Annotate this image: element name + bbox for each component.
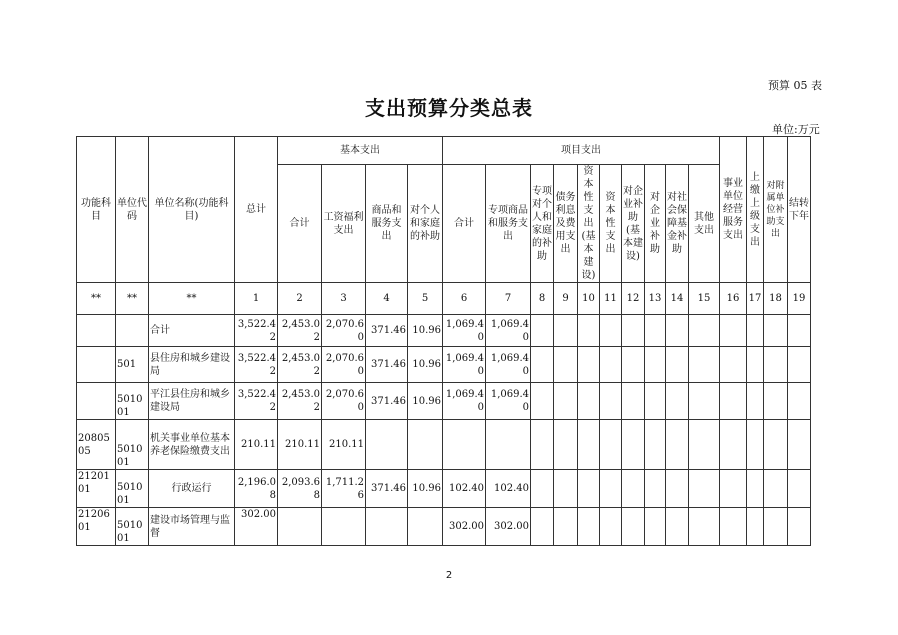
cell-total: 302.00 <box>235 508 278 546</box>
empty-cell <box>531 383 554 420</box>
empty-cell <box>554 508 578 546</box>
index-cell: 6 <box>443 283 486 315</box>
cell-proj-total: 102.40 <box>443 470 486 508</box>
cell-proj-goods: 1,069.40 <box>486 347 531 383</box>
index-cell: 15 <box>689 283 720 315</box>
table-row <box>77 470 811 508</box>
empty-cell <box>764 470 788 508</box>
cell-proj-total: 1,069.40 <box>443 347 486 383</box>
index-cell: 7 <box>486 283 531 315</box>
empty-cell <box>554 420 578 470</box>
cell-basic-salary <box>322 508 366 546</box>
cell-proj-goods <box>486 420 531 470</box>
empty-cell <box>720 420 747 470</box>
empty-cell <box>788 383 811 420</box>
empty-cell <box>689 315 720 347</box>
header-unit-code: 单位代码 <box>116 137 149 283</box>
empty-cell <box>747 470 764 508</box>
header-basic-total: 合计 <box>278 165 322 283</box>
cell-func-code <box>77 383 116 420</box>
empty-cell <box>554 347 578 383</box>
cell-basic-total: 2,453.02 <box>278 383 322 420</box>
header-proj-debt: 债务利息及费用支出 <box>554 165 578 283</box>
cell-func-code: 2120601 <box>77 508 116 546</box>
empty-cell <box>554 383 578 420</box>
empty-cell <box>747 420 764 470</box>
index-cell: 8 <box>531 283 554 315</box>
empty-cell <box>788 420 811 470</box>
empty-cell <box>689 470 720 508</box>
empty-cell <box>788 508 811 546</box>
empty-cell <box>645 315 666 347</box>
budget-table <box>76 136 811 546</box>
empty-cell <box>622 420 645 470</box>
cell-unit-code: 501001 <box>116 470 149 508</box>
header-project: 项目支出 <box>443 137 720 165</box>
header-unit-name: 单位名称(功能科目) <box>149 137 235 283</box>
index-cell: 3 <box>322 283 366 315</box>
index-cell: 11 <box>600 283 622 315</box>
index-row <box>77 283 811 315</box>
form-code: 预算 05 表 <box>768 79 822 92</box>
cell-basic-subsidy <box>408 420 443 470</box>
unit-label: 单位:万元 <box>772 123 820 136</box>
cell-basic-salary: 2,070.60 <box>322 315 366 347</box>
header-proj-capital: 资本性支出 <box>600 165 622 283</box>
empty-cell <box>788 470 811 508</box>
header-basic-subsidy: 对个人和家庭的补助 <box>408 165 443 283</box>
empty-cell <box>600 383 622 420</box>
empty-cell <box>747 315 764 347</box>
empty-cell <box>645 383 666 420</box>
cell-func-code <box>77 347 116 383</box>
cell-proj-total <box>443 420 486 470</box>
empty-cell <box>645 347 666 383</box>
empty-cell <box>689 383 720 420</box>
empty-cell <box>666 315 689 347</box>
page-number: 2 <box>445 570 453 581</box>
header-proj-other: 其他支出 <box>689 165 720 283</box>
empty-cell <box>578 420 600 470</box>
index-cell: 13 <box>645 283 666 315</box>
empty-cell <box>764 347 788 383</box>
empty-cell <box>622 470 645 508</box>
empty-cell <box>622 383 645 420</box>
index-cell: ** <box>149 283 235 315</box>
header-biz-service: 事业单位经营服务支出 <box>720 137 747 283</box>
empty-cell <box>747 383 764 420</box>
index-cell: ** <box>77 283 116 315</box>
empty-cell <box>720 315 747 347</box>
empty-cell <box>720 470 747 508</box>
empty-cell <box>747 347 764 383</box>
empty-cell <box>689 508 720 546</box>
index-cell: ** <box>116 283 149 315</box>
cell-basic-subsidy: 10.96 <box>408 347 443 383</box>
empty-cell <box>578 347 600 383</box>
empty-cell <box>689 347 720 383</box>
empty-cell <box>600 470 622 508</box>
empty-cell <box>600 420 622 470</box>
cell-basic-subsidy: 10.96 <box>408 470 443 508</box>
table-row <box>77 383 811 420</box>
empty-cell <box>788 315 811 347</box>
cell-total: 3,522.42 <box>235 315 278 347</box>
empty-cell <box>689 420 720 470</box>
empty-cell <box>788 347 811 383</box>
empty-cell <box>600 315 622 347</box>
index-cell: 14 <box>666 283 689 315</box>
cell-basic-total: 210.11 <box>278 420 322 470</box>
empty-cell <box>600 347 622 383</box>
cell-basic-goods: 371.46 <box>366 383 408 420</box>
empty-cell <box>554 315 578 347</box>
empty-cell <box>645 420 666 470</box>
cell-basic-subsidy <box>408 508 443 546</box>
cell-basic-goods: 371.46 <box>366 347 408 383</box>
empty-cell <box>645 508 666 546</box>
empty-cell <box>622 347 645 383</box>
header-affiliated: 对附属单位补助支出 <box>764 137 788 283</box>
table-row <box>77 315 811 347</box>
empty-cell <box>666 470 689 508</box>
table-row <box>77 420 811 470</box>
empty-cell <box>578 383 600 420</box>
cell-proj-goods: 1,069.40 <box>486 383 531 420</box>
empty-cell <box>531 420 554 470</box>
empty-cell <box>578 470 600 508</box>
empty-cell <box>747 508 764 546</box>
empty-cell <box>720 508 747 546</box>
cell-basic-goods: 371.46 <box>366 315 408 347</box>
header-proj-goods: 专项商品和服务支出 <box>486 165 531 283</box>
index-cell: 4 <box>366 283 408 315</box>
cell-unit-code: 501 <box>116 347 149 383</box>
empty-cell <box>720 383 747 420</box>
header-proj-enterprise-construct: 对企业补助(基本建设) <box>622 165 645 283</box>
cell-total: 3,522.42 <box>235 347 278 383</box>
index-cell: 10 <box>578 283 600 315</box>
header-proj-enterprise: 对企业补助 <box>645 165 666 283</box>
cell-basic-subsidy: 10.96 <box>408 315 443 347</box>
empty-cell <box>531 470 554 508</box>
page-title: 支出预算分类总表 <box>365 96 533 120</box>
cell-basic-subsidy: 10.96 <box>408 383 443 420</box>
empty-cell <box>666 383 689 420</box>
empty-cell <box>622 508 645 546</box>
empty-cell <box>622 315 645 347</box>
empty-cell <box>531 347 554 383</box>
header-proj-capital-construct: 资本性支出(基本建设) <box>578 165 600 283</box>
cell-total: 2,196.08 <box>235 470 278 508</box>
cell-basic-salary: 2,070.60 <box>322 383 366 420</box>
empty-cell <box>578 508 600 546</box>
empty-cell <box>764 508 788 546</box>
header-basic-salary: 工资福利支出 <box>322 165 366 283</box>
cell-total: 3,522.42 <box>235 383 278 420</box>
cell-basic-goods <box>366 420 408 470</box>
header-upper-remit: 上缴上级支出 <box>747 137 764 283</box>
empty-cell <box>531 315 554 347</box>
empty-cell <box>764 420 788 470</box>
cell-unit-code: 501001 <box>116 420 149 470</box>
empty-cell <box>531 508 554 546</box>
header-carryover: 结转下年 <box>788 137 811 283</box>
cell-total: 210.11 <box>235 420 278 470</box>
empty-cell <box>764 383 788 420</box>
cell-basic-goods: 371.46 <box>366 470 408 508</box>
empty-cell <box>554 470 578 508</box>
cell-proj-total: 302.00 <box>443 508 486 546</box>
header-basic: 基本支出 <box>278 137 443 165</box>
index-cell: 19 <box>788 283 811 315</box>
cell-proj-goods: 102.40 <box>486 470 531 508</box>
index-cell: 16 <box>720 283 747 315</box>
empty-cell <box>666 347 689 383</box>
cell-unit-code: 501001 <box>116 383 149 420</box>
cell-proj-total: 1,069.40 <box>443 315 486 347</box>
table-row <box>77 508 811 546</box>
cell-unit-name: 平江县住房和城乡建设局 <box>149 383 235 420</box>
cell-unit-name: 机关事业单位基本养老保险缴费支出 <box>149 420 235 470</box>
cell-func-code <box>77 315 116 347</box>
index-cell: 9 <box>554 283 578 315</box>
cell-basic-total: 2,453.02 <box>278 347 322 383</box>
empty-cell <box>645 470 666 508</box>
cell-basic-goods <box>366 508 408 546</box>
index-cell: 12 <box>622 283 645 315</box>
cell-unit-name: 建设市场管理与监督 <box>149 508 235 546</box>
header-total: 总计 <box>235 137 278 283</box>
cell-basic-salary: 1,711.26 <box>322 470 366 508</box>
header-proj-total: 合计 <box>443 165 486 283</box>
cell-unit-code: 501001 <box>116 508 149 546</box>
cell-basic-salary: 2,070.60 <box>322 347 366 383</box>
cell-unit-name: 县住房和城乡建设局 <box>149 347 235 383</box>
table-row <box>77 347 811 383</box>
cell-proj-goods: 1,069.40 <box>486 315 531 347</box>
header-func-subject: 功能科目 <box>77 137 116 283</box>
empty-cell <box>600 508 622 546</box>
index-cell: 5 <box>408 283 443 315</box>
index-cell: 2 <box>278 283 322 315</box>
empty-cell <box>666 508 689 546</box>
header-basic-goods: 商品和服务支出 <box>366 165 408 283</box>
cell-basic-total: 2,453.02 <box>278 315 322 347</box>
index-cell: 17 <box>747 283 764 315</box>
index-cell: 18 <box>764 283 788 315</box>
header-proj-subsidy: 专项对个人和家庭的补助 <box>531 165 554 283</box>
empty-cell <box>720 347 747 383</box>
cell-unit-code <box>116 315 149 347</box>
cell-func-code: 2120101 <box>77 470 116 508</box>
cell-basic-total: 2,093.68 <box>278 470 322 508</box>
empty-cell <box>764 315 788 347</box>
cell-basic-salary: 210.11 <box>322 420 366 470</box>
cell-proj-total: 1,069.40 <box>443 383 486 420</box>
cell-unit-name: 行政运行 <box>149 470 235 508</box>
cell-proj-goods: 302.00 <box>486 508 531 546</box>
cell-basic-total <box>278 508 322 546</box>
header-proj-social: 对社会保障基金补助 <box>666 165 689 283</box>
cell-unit-name: 合计 <box>149 315 235 347</box>
empty-cell <box>578 315 600 347</box>
index-cell: 1 <box>235 283 278 315</box>
empty-cell <box>666 420 689 470</box>
cell-func-code: 2080505 <box>77 420 116 470</box>
